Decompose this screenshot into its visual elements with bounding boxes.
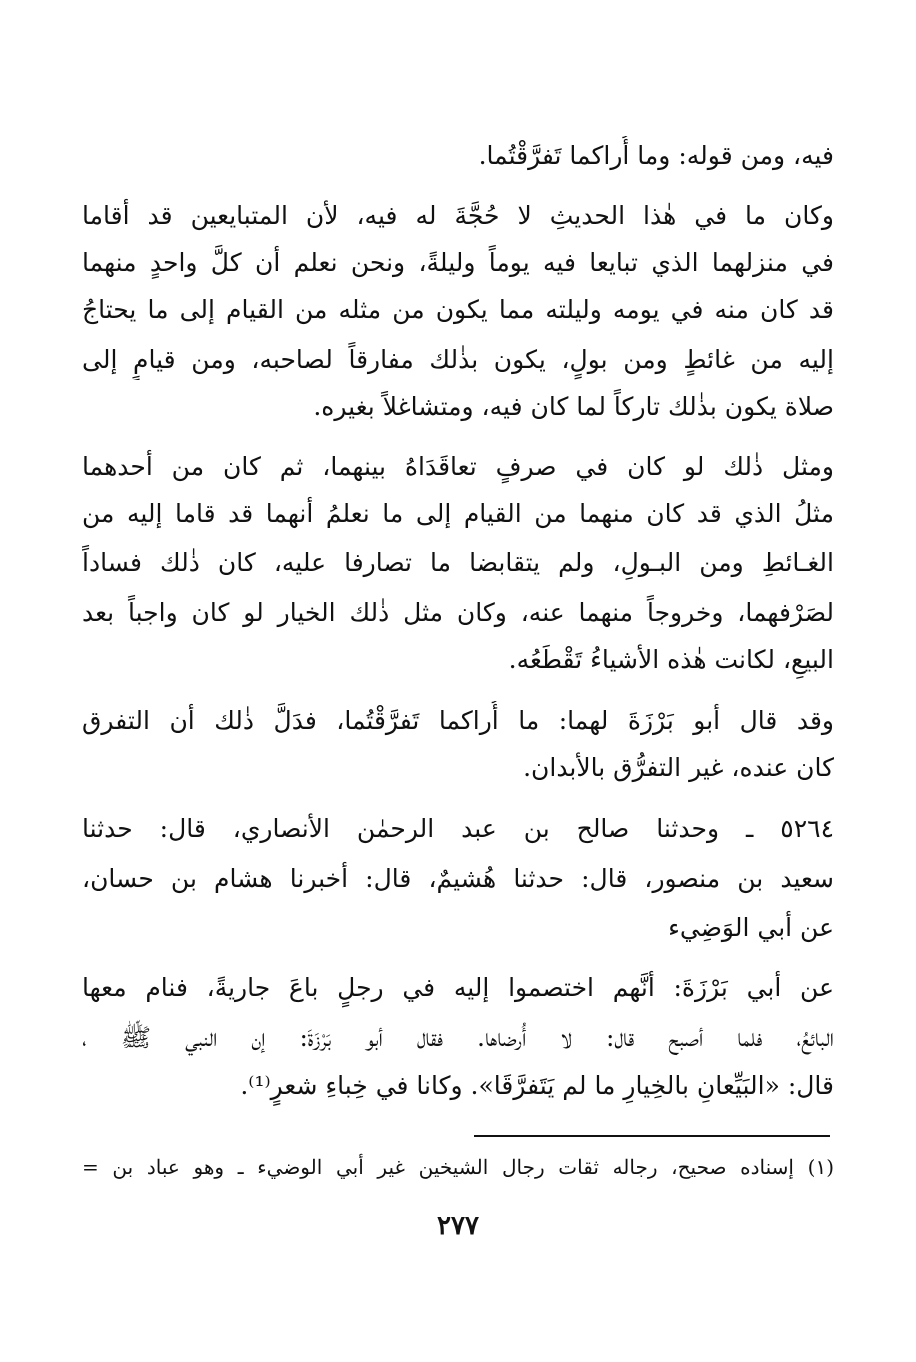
text-line-13: كان عنده، غير التفرُّق بالأبدان. — [523, 753, 834, 782]
text-line-8: مثلُ الذي قد كان منهما من القيام إلى ما نعلمُ أنهما قد قاما إليه من — [82, 499, 834, 528]
text-line-4: قد كان منه في يومه وليلته مما يكون من مثله من القيام إلى ما يحتاجُ — [82, 295, 834, 324]
text-line-18: البائعُ، فلما أصبح قال: لا أُرضاها. فقال أبو بَرْزَةَ: إن النبي ﷺ ، — [82, 1023, 834, 1052]
text-line-7: ومثل ذٰلك لو كان في صرفٍ تعاقَدَاهُ بينهما، ثم كان من أحدهما — [82, 452, 834, 481]
text-line-19: قال: «البَيِّعانِ بالخِيارِ ما لم يَتَفرَّقَا». وكانا في خِباءِ شعرٍ⁽¹⁾. — [240, 1071, 834, 1100]
text-line-16: عن أبي الوَضِيء — [668, 913, 834, 942]
text-line-12: وقد قال أبو بَرْزَةَ لهما: ما أُراكما تَفرَّقْتُما، فدَلَّ ذٰلك أن التفرق — [82, 706, 834, 735]
text-line-10: لصَرْفهما، وخروجاً منهما عنه، وكان مثل ذٰلك الخيار لو كان واجباً بعد — [82, 598, 834, 627]
text-line-5: إليه من غائطٍ ومن بولٍ، يكون بذٰلك مفارقاً لصاحبه، ومن قيامٍ إلى — [82, 345, 834, 374]
page-number: ٢٧٧ — [437, 1211, 479, 1241]
text-line-17: عن أبي بَرْزَةَ: أنَّهم اختصموا إليه في رجلٍ باعَ جاريةً، فنام معها — [82, 973, 834, 1002]
footnote-divider — [474, 1135, 830, 1137]
text-line-11: البيعِ، لكانت هٰذه الأشياءُ تَقْطَعُه. — [508, 645, 834, 674]
text-line-1: فيه، ومن قوله: وما أُراكما تَفرَّقْتُما. — [478, 141, 834, 170]
footnote: (١) إسناده صحيح، رجاله ثقات رجال الشيخين غير أبي الوضيء ـ وهو عباد بن = — [82, 1155, 834, 1179]
text-line-6: صلاة يكون بذٰلك تاركاً لما كان فيه، ومتشاغلاً بغيره. — [313, 392, 834, 421]
text-line-2: وكان ما في هٰذا الحديثِ لا حُجَّةَ له فيه، لأن المتبايعين قد أقاما — [82, 201, 834, 230]
text-line-9: الغـائطِ ومن البـولِ، ولم يتقابضا ما تصارفا عليه، كان ذٰلك فساداً — [82, 548, 834, 577]
text-line-15: سعيد بن منصور، قال: حدثنا هُشيمٌ، قال: أخبرنا هشام بن حسان، — [82, 864, 834, 893]
text-line-14: ٥٢٦٤ ـ وحدثنا صالح بن عبد الرحمٰن الأنصاري، قال: حدثنا — [82, 814, 834, 843]
text-line-3: في منزلهما الذي تبايعا فيه يوماً وليلةً، ونحن نعلم أن كلَّ واحدٍ منهما — [82, 248, 834, 277]
